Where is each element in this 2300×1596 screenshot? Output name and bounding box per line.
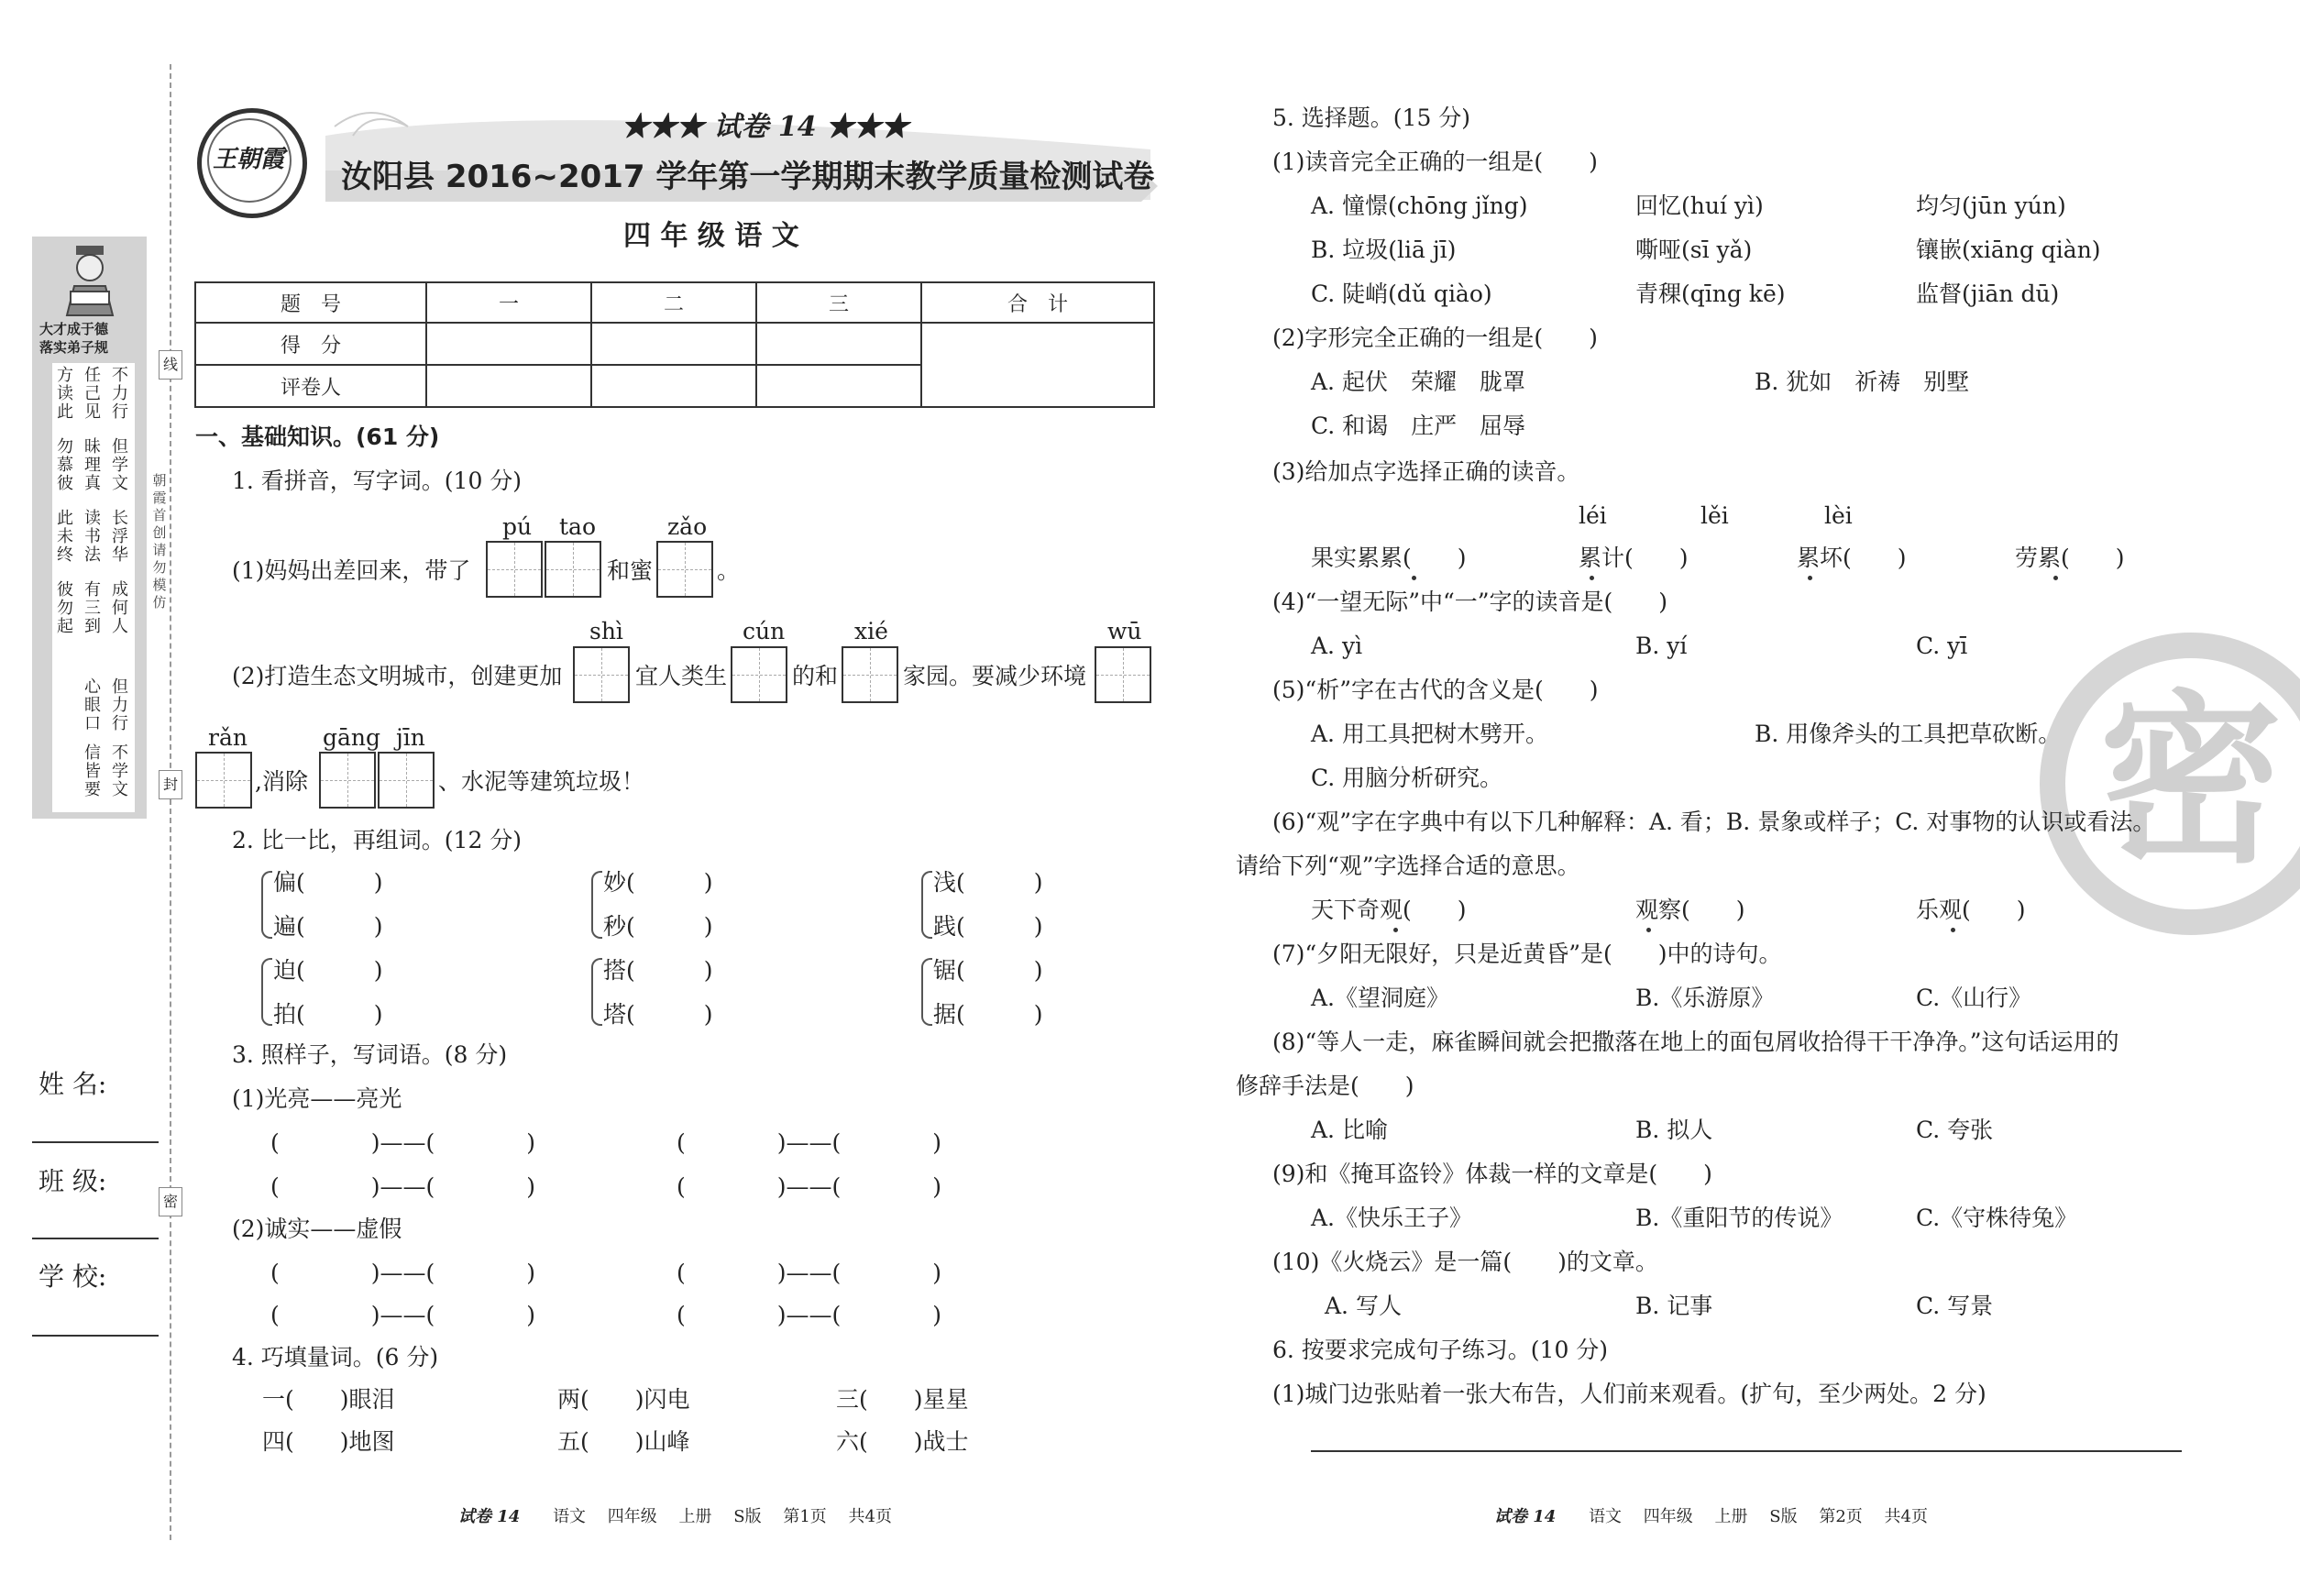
option[interactable]: C. 和谒 庄严 屈辱 [1311,413,1526,439]
q2-item[interactable]: 浅( ) [933,869,1043,896]
table-row-label: 得 分 [195,323,426,365]
q5-3-item[interactable]: 果实累累( ) [1311,545,1467,571]
q5-7: (7)“夕阳无限好，只是近黄昏”是( )中的诗句。 [1272,941,1782,967]
q3-blank[interactable]: ( )——( ) [677,1302,942,1328]
logo-text: 王朝霞 [213,146,285,173]
motto-col: 心眼口 [84,677,101,733]
option-word: 嘶哑(sī yǎ) [1635,237,1753,263]
writing-box[interactable] [378,752,435,809]
footer-page: 第2页 [1819,1507,1863,1526]
option-word: 镶嵌(xiāng qiàn) [1916,237,2101,263]
brace [261,958,272,1026]
q4-title: 4. 巧填量词。(6 分) [232,1344,439,1370]
name-field-label: 姓 名: [39,1069,107,1099]
q5-4: (4)“一望无际”中“一”字的读音是( ) [1272,589,1668,615]
emphasis-dot [1393,928,1398,932]
pinyin: rǎn [208,724,248,751]
option[interactable]: A. 起伏 荣耀 胧罩 [1311,369,1525,395]
motto-col: 但力行 [112,677,128,733]
option[interactable]: B. 拟人 [1635,1117,1713,1143]
confidential-stamp [2040,633,2300,935]
footer-total: 共4页 [848,1507,892,1526]
brace [921,871,932,939]
q5-9: (9)和《掩耳盗铃》体裁一样的文章是( ) [1272,1161,1712,1187]
motto-col: 有三到 [84,580,101,636]
q4-item[interactable]: 六( )战士 [836,1428,969,1455]
class-field[interactable] [32,1238,159,1239]
option[interactable]: B.《重阳节的传说》 [1635,1205,1843,1231]
footer-paper: 试卷 14 [458,1507,521,1526]
q5-8-text: (8)“等人一走，麻雀瞬间就会把撒落在地上的面包屑收拾得干干净净。”这句话运用的 [1272,1029,2119,1055]
brace [591,871,602,939]
motto-col: 此未终 [57,509,73,565]
q2-item[interactable]: 塔( ) [603,1001,713,1028]
table-header: 一 [426,282,591,323]
option[interactable]: C. 夸张 [1916,1117,1994,1143]
score-cell[interactable] [756,323,921,365]
option[interactable]: A.《望洞庭》 [1311,985,1450,1011]
table-row-label: 评卷人 [195,365,426,407]
writing-box[interactable] [573,646,630,703]
score-cell[interactable] [426,323,591,365]
option[interactable]: A. 写人 [1325,1293,1402,1319]
footer-paper: 试卷 14 [1494,1507,1557,1526]
pinyin: pú [502,513,533,540]
pinyin: wū [1107,618,1142,644]
q5-6-text: (6)“观”字在字典中有以下几种解释：A. 看；B. 景象或样子；C. 对事物的认识或看法。 [1272,809,2156,835]
footer-volume: 上册 [1714,1507,1748,1526]
q4-item[interactable]: 四( )地图 [262,1428,395,1455]
motto-strip [32,237,147,819]
q5-6-item[interactable]: 观察( ) [1635,897,1745,923]
motto-col: 方读此 [57,366,73,422]
q2-item[interactable]: 据( ) [933,1001,1043,1028]
q5-6-text: 请给下列“观”字选择合适的意思。 [1236,853,1580,879]
option-word: 均匀(jūn yún) [1916,193,2066,219]
q2-item[interactable]: 搭( ) [603,957,713,984]
pinyin: lěi [1700,502,1729,529]
q5-2: (2)字形完全正确的一组是( ) [1272,325,1598,351]
q5-10: (10)《火烧云》是一篇( )的文章。 [1272,1249,1658,1275]
binding-label-feng: 封 [159,770,182,799]
q1-3-text: ,消除 [255,768,308,795]
scholar-icon [58,244,122,317]
q1-1-text: (1)妈妈出差回来，带了 [232,557,471,584]
binding-label-mi: 密 [159,1187,182,1216]
emphasis-dot [1646,928,1651,932]
option[interactable]: B. 记事 [1635,1293,1713,1319]
q1-2-text: 宜人类生 [635,663,728,689]
q3-blank[interactable]: ( )——( ) [270,1173,536,1200]
pinyin: lèi [1824,502,1853,529]
score-table [194,281,1155,408]
pinyin: cún [743,618,786,644]
grader-cell[interactable] [756,365,921,407]
q5-3-item[interactable]: 累坏( ) [1797,545,1907,571]
q4-item[interactable]: 五( )山峰 [557,1428,690,1455]
table-header: 二 [591,282,756,323]
footer-volume: 上册 [678,1507,712,1526]
q2-item[interactable]: 锯( ) [933,957,1043,984]
q5-3-item[interactable]: 劳累( ) [2015,545,2125,571]
option-word: 回忆(huí yì) [1635,193,1764,219]
logo [197,108,307,218]
class-field-label: 班 级: [39,1166,107,1196]
option[interactable]: B. 垃圾(liā jī) [1311,237,1457,263]
emphasis-dot [1412,576,1416,580]
q2-item[interactable]: 遍( ) [273,913,383,940]
footer-subject: 语文 [1589,1507,1623,1526]
option[interactable]: A.《快乐王子》 [1311,1205,1473,1231]
writing-box[interactable] [319,752,376,809]
motto-col: 勿慕彼 [57,437,73,493]
pinyin: zǎo [667,513,708,540]
footer-edition: S版 [733,1507,762,1526]
q5-1: (1)读音完全正确的一组是( ) [1272,149,1598,175]
q2-item[interactable]: 践( ) [933,913,1043,940]
answer-line[interactable] [1311,1450,2182,1452]
q1-title: 1. 看拼音，写字词。(10 分) [232,468,523,494]
table-header: 三 [756,282,921,323]
q3-blank[interactable]: ( )——( ) [677,1173,942,1200]
q2-item[interactable]: 秒( ) [603,913,713,940]
writing-box[interactable] [656,541,713,598]
q1-2-text: 的和 [792,663,839,689]
binding-label-xian: 线 [159,350,182,380]
page-subject: 四 年 级 语 文 [623,220,799,252]
school-field[interactable] [32,1335,159,1337]
writing-box[interactable] [545,541,601,598]
q2-title: 2. 比一比，再组词。(12 分) [232,827,523,853]
motto-bottom: 落实弟子规 [39,339,109,356]
q5-8-text: 修辞手法是( ) [1236,1073,1414,1099]
motto-col: 任己见 [84,366,101,422]
table-header: 题 号 [195,282,426,323]
motto-col: 读书法 [84,509,101,565]
pinyin: jīn [396,724,425,751]
brace [261,871,272,939]
option[interactable]: C.《守株待兔》 [1916,1205,2078,1231]
q3-example: (1)光亮——亮光 [232,1085,402,1112]
emphasis-dot [1808,576,1812,580]
q4-item[interactable]: 三( )星星 [836,1386,969,1413]
table-header: 合 计 [921,282,1154,323]
footer-grade: 四年级 [607,1507,657,1526]
emphasis-dot [2053,576,2058,580]
footer-subject: 语文 [553,1507,587,1526]
score-cell[interactable] [591,323,756,365]
motto-col: 昧理真 [84,437,101,493]
option[interactable]: A. 用工具把树木劈开。 [1311,721,1548,747]
motto-col: 不学文 [112,743,128,799]
q6-1: (1)城门边张贴着一张大布告，人们前来观看。(扩句，至少两处。2 分) [1272,1381,1986,1407]
motto-col: 不力行 [112,366,128,422]
option[interactable]: B.《乐游原》 [1635,985,1775,1011]
motto-col: 成何人 [112,580,128,636]
pinyin: tao [559,513,597,540]
q3-blank[interactable]: ( )——( ) [270,1302,536,1328]
motto-col: 长浮华 [112,509,128,565]
q2-item[interactable]: 妙( ) [603,869,713,896]
emphasis-dot [1590,576,1594,580]
total-cell[interactable] [921,323,1154,407]
writing-box[interactable] [731,646,787,703]
option[interactable]: C. yī [1916,633,1968,659]
q3-blank[interactable]: ( )——( ) [270,1260,536,1286]
writing-box[interactable] [842,646,898,703]
brace [591,958,602,1026]
copyright-note: 朝霞首创 请勿模仿 [152,472,167,611]
emphasis-dot [1951,928,1955,932]
motto-col: 信皆要 [84,743,101,799]
q5-6-item[interactable]: 乐观( ) [1916,897,2026,923]
motto-top: 大才成于德 [39,321,109,337]
option[interactable]: A. yì [1311,633,1363,659]
q3-blank[interactable]: ( )——( ) [270,1129,536,1156]
pinyin: léi [1579,502,1607,529]
section-1-heading: 一、基础知识。(61 分) [195,424,440,450]
q4-item[interactable]: 两( )闪电 [557,1386,690,1413]
page-footer-left [458,1503,892,1527]
q5-3-item[interactable]: 累计( ) [1579,545,1689,571]
page-footer-right [1494,1503,1928,1527]
q2-item[interactable]: 迫( ) [273,957,383,984]
q2-item[interactable]: 偏( ) [273,869,383,896]
motto-verses-2 [52,675,135,812]
q5-3: (3)给加点字选择正确的读音。 [1272,458,1580,485]
pinyin: shì [589,618,623,644]
option[interactable]: B. yí [1635,633,1688,659]
q5-6-item[interactable]: 天下奇观( ) [1311,897,1467,923]
motto-col: 但学文 [112,437,128,493]
option[interactable]: A. 比喻 [1311,1117,1388,1143]
q6-title: 6. 按要求完成句子练习。(10 分) [1272,1337,1609,1363]
option-word: 青稞(qīng kē) [1635,281,1786,307]
writing-box[interactable] [486,541,543,598]
binding-line [170,64,171,1540]
exam-badge: ★★★ 试卷 14 ★★★ [622,111,909,143]
q5-title: 5. 选择题。(15 分) [1272,105,1471,131]
option[interactable]: C. 陡峭(dǔ qiào) [1311,281,1492,307]
q3-blank[interactable]: ( )——( ) [677,1260,942,1286]
writing-box[interactable] [1095,646,1151,703]
stamp-text: 密 [2098,675,2283,888]
footer-total: 共4页 [1884,1507,1928,1526]
pinyin: xié [854,618,888,644]
brace [921,958,932,1026]
option[interactable]: C.《山行》 [1916,985,2032,1011]
q4-item[interactable]: 一( )眼泪 [262,1386,395,1413]
footer-edition: S版 [1769,1507,1798,1526]
option-word: 监督(jiān dū) [1916,281,2060,307]
q1-1-text-end: 。 [717,557,741,584]
option[interactable]: B. 犹如 祈祷 别墅 [1755,369,1970,395]
q3-title: 3. 照样子，写词语。(8 分) [232,1041,508,1068]
option[interactable]: C. 用脑分析研究。 [1311,765,1503,791]
q3-blank[interactable]: ( )——( ) [677,1129,942,1156]
q1-2-text: 家园。要减少环境 [903,663,1087,689]
q5-5: (5)“析”字在古代的含义是( ) [1272,677,1599,703]
exam-title: 汝阳县 2016~2017 学年第一学期期末教学质量检测试卷 [341,159,1155,195]
writing-box[interactable] [195,752,252,809]
grader-cell[interactable] [426,365,591,407]
option[interactable]: A. 憧憬(chōng jǐng) [1311,193,1528,219]
q3-example: (2)诚实——虚假 [232,1216,402,1242]
motto-col: 彼勿起 [57,580,73,636]
footer-grade: 四年级 [1643,1507,1693,1526]
q1-3-text: 、水泥等建筑垃圾！ [438,768,645,795]
school-field-label: 学 校: [39,1261,107,1292]
grader-cell[interactable] [591,365,756,407]
motto-verses [52,363,135,675]
q1-1-text-mid: 和蜜 [607,557,654,584]
option[interactable]: B. 用像斧头的工具把草砍断。 [1755,721,2062,747]
footer-page: 第1页 [783,1507,827,1526]
q2-item[interactable]: 拍( ) [273,1001,383,1028]
q1-2-text: (2)打造生态文明城市，创建更加 [232,663,563,689]
pinyin: gāng [323,724,381,751]
option[interactable]: C. 写景 [1916,1293,1994,1319]
name-field[interactable] [32,1141,159,1143]
